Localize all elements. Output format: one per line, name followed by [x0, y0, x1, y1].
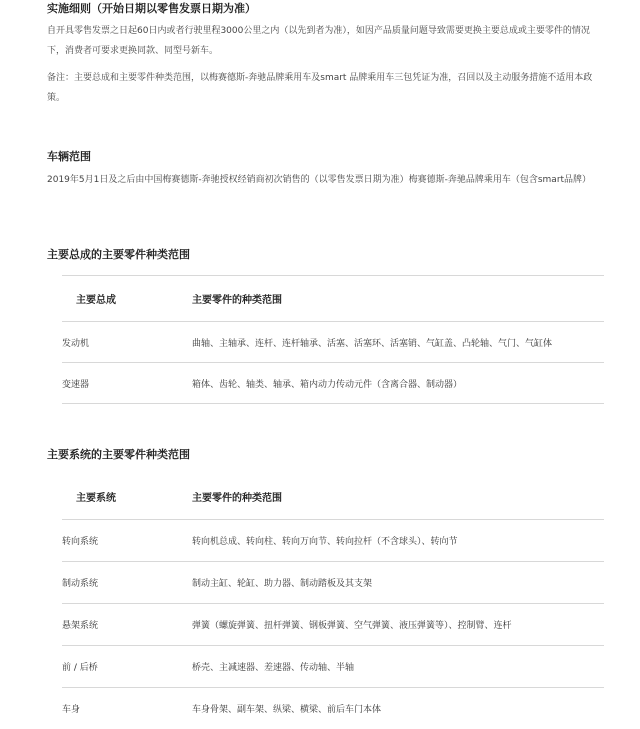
table-header-row [62, 475, 604, 519]
column-header-parts-scope: 主要零件的种类范围 [192, 493, 282, 505]
parts-scope-cell: 转向机总成、转向柱、转向万向节、转向拉杆（不含球头）、转向节 [192, 536, 458, 547]
system-name-cell: 车身 [62, 704, 81, 715]
assembly-table-title: 主要总成的主要零件种类范围 [47, 248, 190, 261]
column-header-assembly: 主要总成 [76, 295, 116, 306]
table-row [62, 363, 604, 404]
table-header-row [62, 276, 604, 322]
system-name-cell: 悬架系统 [62, 620, 99, 631]
system-name-cell: 转向系统 [62, 536, 99, 547]
column-header-parts-scope: 主要零件的种类范围 [192, 295, 282, 306]
system-name-cell: 制动系统 [62, 578, 99, 589]
parts-scope-cell: 箱体、齿轮、轴类、轴承、箱内动力传动元件（含离合器、制动器） [192, 379, 463, 390]
system-table-title: 主要系统的主要零件种类范围 [47, 448, 190, 461]
parts-scope-cell: 弹簧（螺旋弹簧、扭杆弹簧、钢板弹簧、空气弹簧、液压弹簧等）、控制臂、连杆 [192, 620, 512, 631]
table-row [62, 603, 604, 645]
parts-scope-cell: 制动主缸、轮缸、助力器、制动踏板及其支架 [192, 578, 373, 589]
implementation-rules-paragraph: 自开具零售发票之日起60日内或者行驶里程3000公里之内（以先到者为准），如因产品质量问题导致需要更换主要总成或主要零件的情况下，消费者可要求更换同款、同型号新车。 [47, 26, 590, 56]
table-row [62, 519, 604, 561]
table-row [62, 561, 604, 603]
assembly-name-cell: 变速器 [62, 379, 90, 390]
parts-scope-cell: 桥壳、主减速器、差速器、传动轴、半轴 [192, 662, 355, 673]
table-row [62, 645, 604, 687]
parts-scope-cell: 曲轴、主轴承、连杆、连杆轴承、活塞、活塞环、活塞销、气缸盖、凸轮轴、气门、气缸体 [192, 338, 553, 349]
parts-scope-cell: 车身骨架、副车架、纵梁、横梁、前后车门本体 [192, 704, 382, 715]
system-name-cell: 前 / 后桥 [62, 662, 98, 673]
system-parts-table [62, 475, 604, 729]
vehicle-scope-heading: 车辆范围 [47, 150, 91, 163]
vehicle-scope-paragraph: 2019年5月1日及之后由中国梅赛德斯-奔驰授权经销商初次销售的（以零售发票日期为准）梅赛德斯-奔驰品牌乘用车（包含smart品牌） [47, 175, 592, 185]
table-row [62, 322, 604, 363]
table-row [62, 687, 604, 729]
assembly-name-cell: 发动机 [62, 338, 90, 349]
implementation-rules-heading: 实施细则（开始日期以零售发票日期为准） [47, 2, 256, 15]
remarks-paragraph: 备注：主要总成和主要零件种类范围，以梅赛德斯-奔驰品牌乘用车及smart 品牌乘用车三包凭证为准，召回以及主动服务措施不适用本政策。 [47, 73, 593, 103]
assembly-parts-table [62, 275, 604, 404]
column-header-system: 主要系统 [76, 493, 116, 505]
